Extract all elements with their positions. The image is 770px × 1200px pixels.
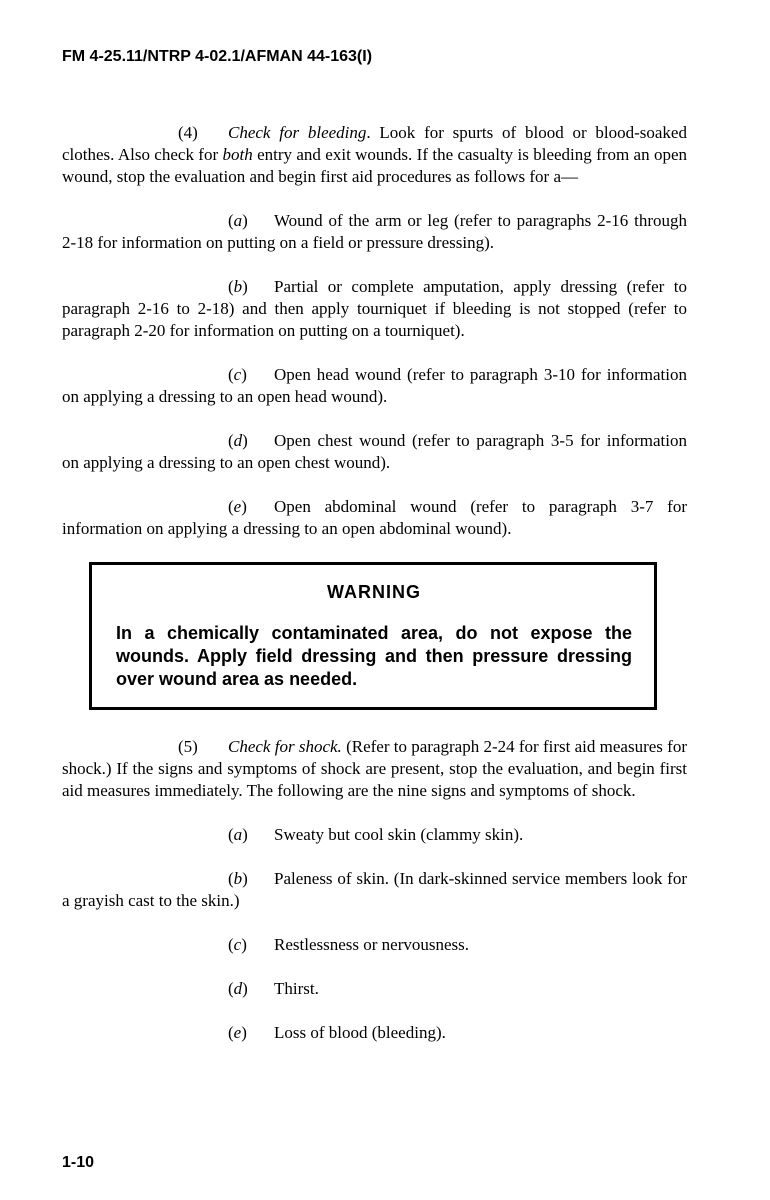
warning-title: WARNING	[327, 582, 421, 602]
shock-item-c: (c) Restlessness or nervousness.	[228, 935, 470, 954]
shock-item-e: (e) Loss of blood (bleeding).	[228, 1023, 446, 1042]
subparagraph-c: (c) Open head wound (refer to paragraph 3-10 for information on applying a dressing to an open head wound).	[62, 365, 687, 406]
page-number: 1-10	[62, 1154, 95, 1171]
warning-text: In a chemically contaminated area, do not expose the wounds. Apply field dressing and then pressure dressing over wound area as needed.	[116, 623, 632, 689]
running-header: FM 4-25.11/NTRP 4-02.1/AFMAN 44-163(I)	[62, 48, 373, 65]
paragraph-title: Check for shock.	[228, 737, 342, 756]
subparagraph-a: (a) Wound of the arm or leg (refer to paragraphs 2-16 through 2-18 for information on putting on a field or pressure dressing).	[62, 211, 687, 252]
warning-box	[89, 562, 657, 710]
emphasis: both	[222, 145, 253, 164]
shock-item-d: (d) Thirst.	[228, 979, 319, 998]
paragraph-number: (4)	[178, 123, 198, 142]
shock-item-b: (b) Paleness of skin. (In dark-skinned service members look for a grayish cast to the skin.)	[62, 869, 687, 910]
page-content	[62, 122, 687, 1066]
paragraph-number: (5)	[178, 737, 198, 756]
subparagraph-e: (e) Open abdominal wound (refer to paragraph 3-7 for information on applying a dressing to an open abdominal wound).	[62, 497, 687, 538]
paragraph-title: Check for bleeding	[228, 123, 367, 142]
subparagraph-b: (b) Partial or complete amputation, apply dressing (refer to paragraph 2-16 to 2-18) and then apply tourniquet if bleeding is not stopped (refer to paragraph 2-20 for information on putting on a tourniquet).	[62, 277, 687, 340]
subparagraph-d: (d) Open chest wound (refer to paragraph 3-5 for information on applying a dressing to an open chest wound).	[62, 431, 687, 472]
paragraph-5: (5) Check for shock. (Refer to paragraph 2-24 for first aid measures for shock.) If the signs and symptoms of shock are present, stop the evaluation, and begin first aid measures immediately. The following are the nine signs and symptoms of shock.	[62, 737, 687, 800]
shock-item-a: (a) Sweaty but cool skin (clammy skin).	[228, 825, 524, 844]
paragraph-4: (4) Check for bleeding. Look for spurts of blood or blood-soaked clothes. Also check for both entry and exit wounds. If the casualty is bleeding from an open wound, stop the evaluation and begin first aid procedures as follows for a—	[62, 123, 687, 186]
